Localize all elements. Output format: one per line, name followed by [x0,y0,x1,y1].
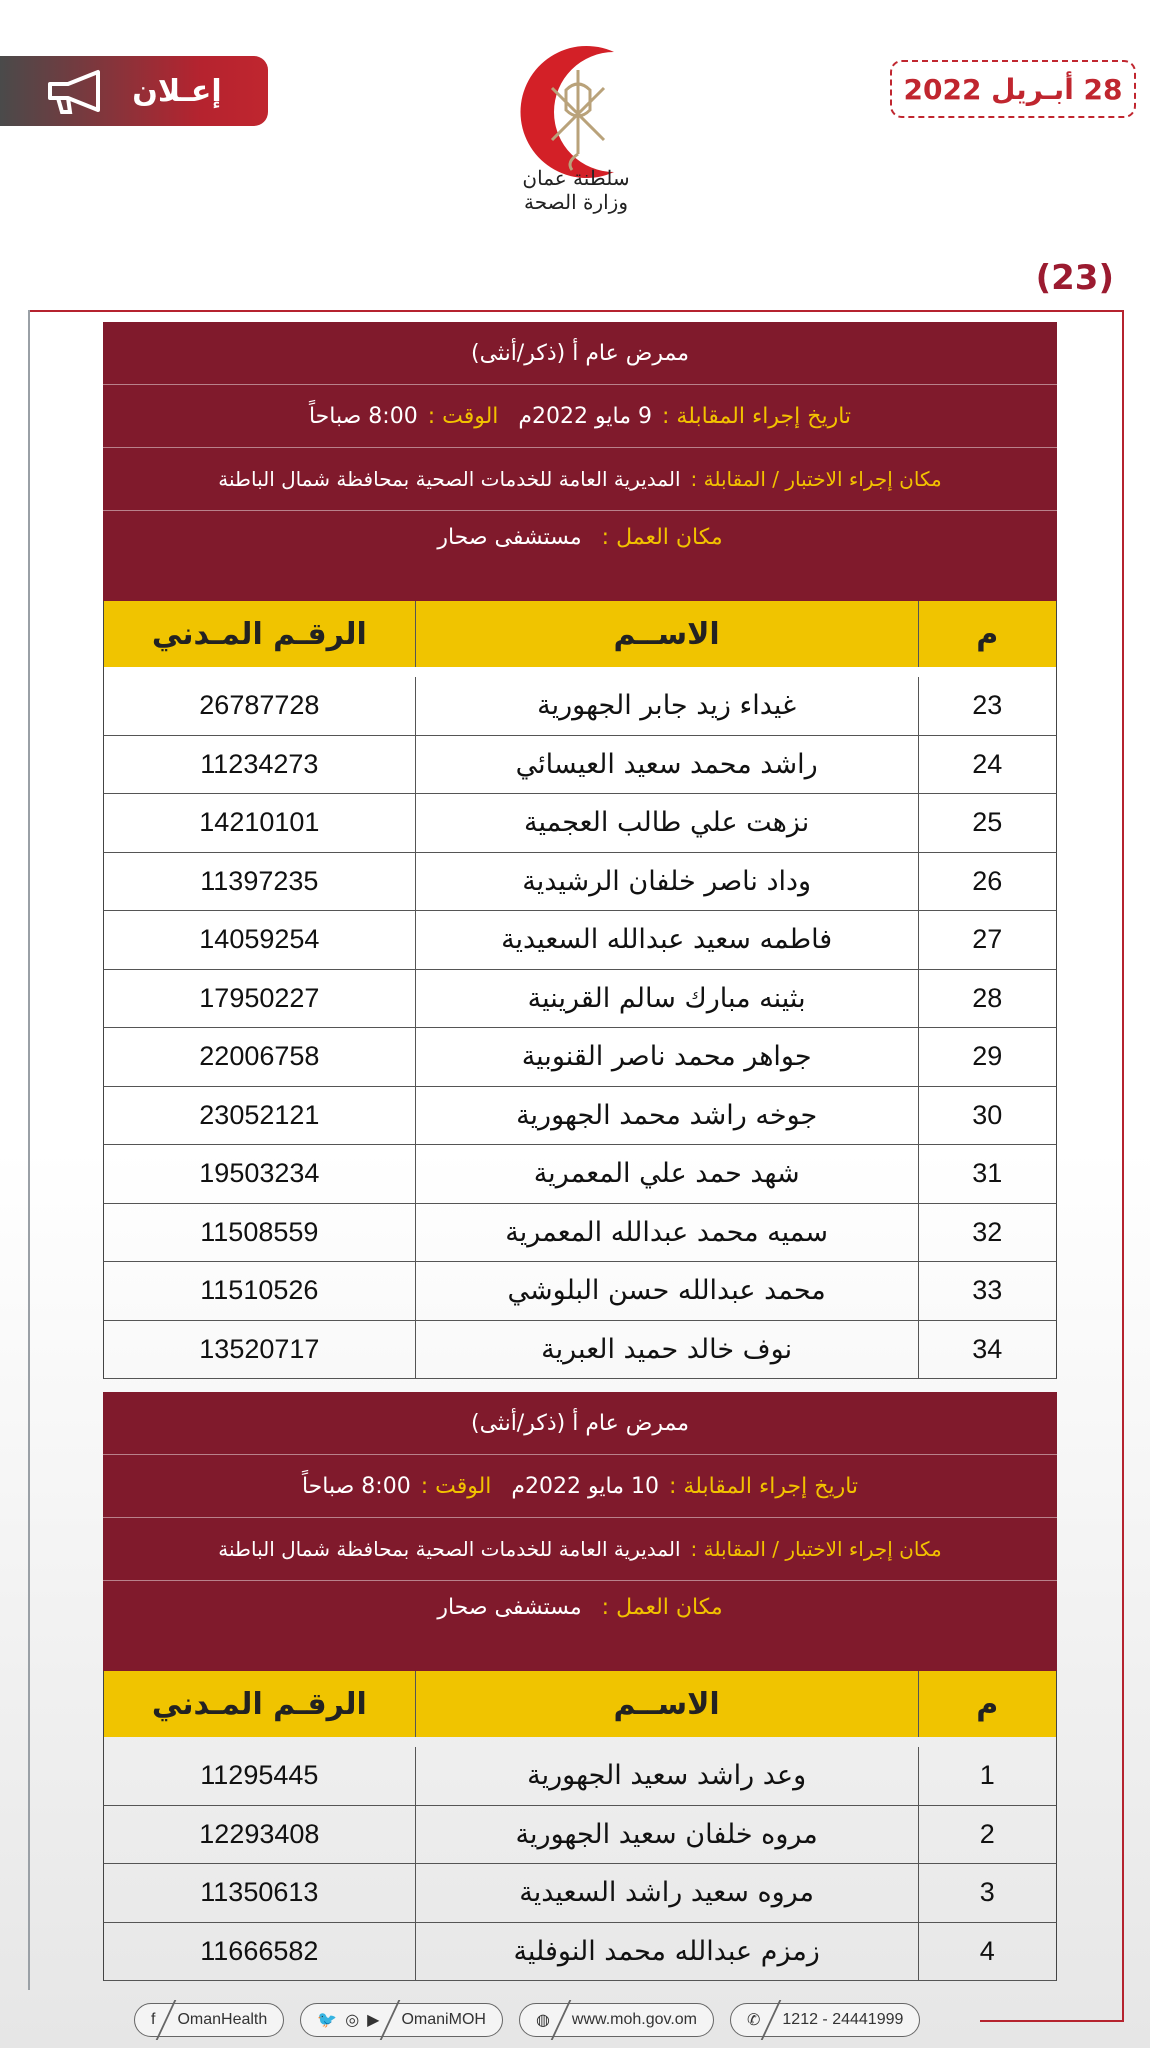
row-civil-id: 26787728 [199,690,320,721]
facebook-handle: OmanHealth [177,2011,268,2028]
row-name: زمزم عبدالله محمد النوفلية [415,1923,918,1981]
work-place-label: مكان العمل : [601,1595,723,1620]
table-row [103,1028,1057,1087]
website-link[interactable] [519,2003,714,2037]
column-header-name: الاســم [415,1671,918,1737]
section-banner [103,1392,1057,1671]
row-serial: 24 [918,736,1056,794]
column-header-serial: م [918,1671,1056,1737]
interview-time-value: 8:00 صباحاً [301,1473,411,1499]
row-serial: 32 [918,1204,1056,1262]
row-civil-id: 11397235 [200,865,319,896]
interview-date-value: 10 مايو 2022م [511,1473,659,1499]
row-civil-id: 11350613 [200,1877,319,1908]
facebook-link[interactable] [134,2003,284,2037]
interview-time-label: الوقت : [427,403,499,429]
row-serial: 25 [918,794,1056,852]
logo-line-1: سلطنة عمان [522,166,630,190]
column-header-name: الاســم [415,601,918,667]
separator [761,2000,782,2040]
row-serial: 29 [918,1028,1056,1086]
interview-date-label: تاريخ إجراء المقابلة : [662,403,852,429]
row-civil-id: 22006758 [199,1041,320,1072]
frame-line-left [28,310,30,1990]
table-row [103,970,1057,1029]
table-header [103,601,1057,667]
phone-link[interactable] [730,2003,920,2037]
work-place-row [103,511,1057,601]
row-name: وعد راشد سعيد الجهورية [415,1747,918,1805]
table-row [103,1262,1057,1321]
interview-section-2 [103,1392,1057,1981]
announcement-label: إعـلان [132,73,222,109]
table-row [103,1747,1057,1806]
column-header-serial: م [918,601,1056,667]
row-serial: 26 [918,853,1056,911]
row-name: فاطمه سعيد عبدالله السعيدية [415,911,918,969]
interview-place-label: مكان إجراء الاختبار / المقابلة : [690,467,942,491]
row-serial: 27 [918,911,1056,969]
work-place-row [103,1581,1057,1671]
row-name: محمد عبدالله حسن البلوشي [415,1262,918,1320]
megaphone-icon [46,68,106,114]
interview-time-value: 8:00 صباحاً [308,403,418,429]
table-row [103,1204,1057,1263]
table-row [103,794,1057,853]
social-icons [317,2010,379,2030]
row-serial: 34 [918,1321,1056,1379]
row-name: جوخه راشد محمد الجهورية [415,1087,918,1145]
social-media-link[interactable] [300,2003,503,2037]
table-row [103,911,1057,970]
row-name: شهد حمد علي المعمرية [415,1145,918,1203]
phone-icon: ✆ [746,2012,761,2029]
twitter-icon: 🐦 [317,2012,338,2029]
job-title: ممرض عام أ (ذكر/أنثى) [103,1392,1057,1455]
row-civil-id: 11295445 [200,1760,319,1791]
row-name: مروه خلفان سعيد الجهورية [415,1806,918,1864]
candidate-table-body [103,677,1057,1379]
announcement-date: 28 أبـريل 2022 [890,60,1136,118]
table-spacer [103,1737,1057,1747]
row-name: راشد محمد سعيد العيسائي [415,736,918,794]
row-civil-id: 11508559 [200,1216,319,1247]
table-row [103,1864,1057,1923]
table-row [103,1923,1057,1982]
youtube-icon: ▶ [367,2012,380,2029]
phone-number: 1212 - 24441999 [782,2011,904,2028]
row-civil-id: 12293408 [199,1818,320,1849]
frame-line-top [28,310,1124,312]
interview-section-1 [103,322,1057,1379]
separator [551,2000,572,2040]
column-header-civil-id: الرقـم المـدني [151,616,367,652]
row-serial: 28 [918,970,1056,1028]
interview-date-value: 9 مايو 2022م [518,403,652,429]
row-civil-id: 13520717 [199,1333,320,1364]
row-name: غيداء زيد جابر الجهورية [415,677,918,735]
interview-date-label: تاريخ إجراء المقابلة : [669,1473,859,1499]
row-serial: 1 [918,1747,1056,1805]
interview-date-row [103,1455,1057,1518]
row-name: نوف خالد حميد العبرية [415,1321,918,1379]
row-name: نزهت علي طالب العجمية [415,794,918,852]
work-place-value: مستشفى صحار [437,1595,582,1620]
row-name: جواهر محمد ناصر القنوبية [415,1028,918,1086]
row-name: مروه سعيد راشد السعيدية [415,1864,918,1922]
table-header [103,1671,1057,1737]
section-banner [103,322,1057,601]
website-url: www.moh.gov.om [571,2011,697,2028]
separator [156,2000,177,2040]
column-header-civil-id: الرقـم المـدني [151,1686,367,1722]
row-civil-id: 23052121 [199,1099,320,1130]
row-serial: 2 [918,1806,1056,1864]
row-civil-id: 14059254 [199,924,320,955]
social-handle: OmaniMOH [401,2011,486,2028]
row-serial: 30 [918,1087,1056,1145]
row-name: بثينه مبارك سالم القرينية [415,970,918,1028]
row-civil-id: 17950227 [199,982,320,1013]
row-serial: 33 [918,1262,1056,1320]
row-civil-id: 19503234 [199,1158,320,1189]
table-row [103,1145,1057,1204]
row-civil-id: 11510526 [200,1275,319,1306]
interview-place-value: المديرية العامة للخدمات الصحية بمحافظة شمال الباطنة [218,1537,681,1561]
interview-place-label: مكان إجراء الاختبار / المقابلة : [690,1537,942,1561]
announcement-banner [0,56,268,126]
table-row [103,1087,1057,1146]
separator [380,2000,401,2040]
table-row [103,1806,1057,1865]
page-number: (23) [1035,258,1114,298]
table-row [103,677,1057,736]
interview-place-row [103,1518,1057,1581]
candidate-table-body [103,1747,1057,1981]
job-title: ممرض عام أ (ذكر/أنثى) [103,322,1057,385]
logo-line-2: وزارة الصحة [524,190,628,214]
work-place-value: مستشفى صحار [437,525,582,550]
frame-line-right [1122,310,1124,2022]
table-row [103,736,1057,795]
interview-date-row [103,385,1057,448]
table-spacer [103,667,1057,677]
row-name: وداد ناصر خلفان الرشيدية [415,853,918,911]
facebook-icon: f [151,2011,156,2028]
row-name: سميه محمد عبدالله المعمرية [415,1204,918,1262]
table-row [103,853,1057,912]
row-serial: 3 [918,1864,1056,1922]
interview-time-label: الوقت : [420,1473,492,1499]
row-civil-id: 14210101 [199,807,320,838]
globe-icon: ◍ [535,2012,550,2029]
row-serial: 23 [918,677,1056,735]
logo-text [476,166,676,214]
row-serial: 4 [918,1923,1056,1981]
row-civil-id: 11234273 [200,748,319,779]
row-serial: 31 [918,1145,1056,1203]
work-place-label: مكان العمل : [601,525,723,550]
interview-place-row [103,448,1057,511]
table-row [103,1321,1057,1380]
row-civil-id: 11666582 [200,1935,319,1966]
footer-contacts [134,2002,1014,2038]
interview-place-value: المديرية العامة للخدمات الصحية بمحافظة شمال الباطنة [218,467,681,491]
instagram-icon: ◎ [345,2012,360,2029]
